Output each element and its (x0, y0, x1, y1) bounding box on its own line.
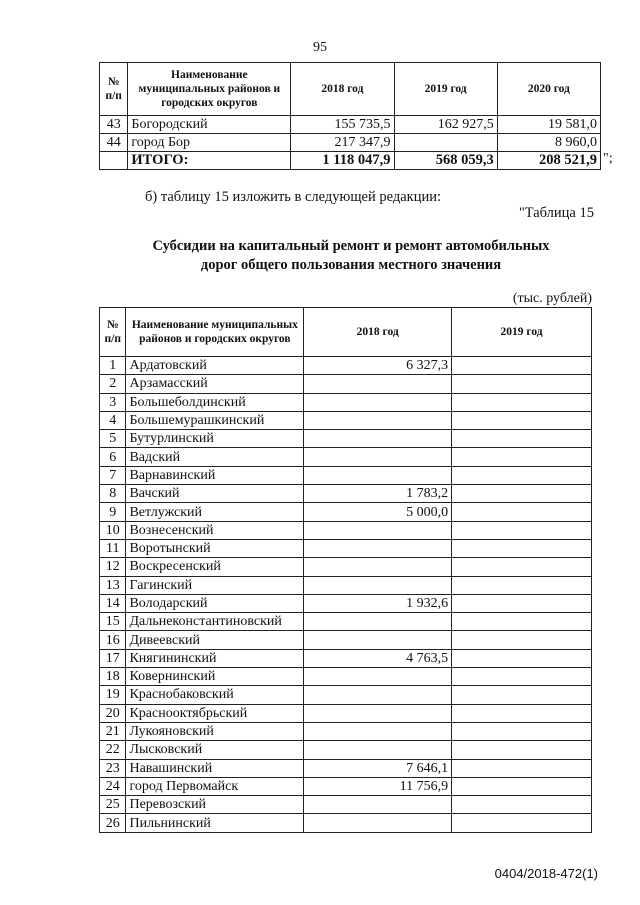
document-code: 0404/2018-472(1) (494, 866, 598, 881)
value-2018: 11 756,9 (304, 777, 452, 795)
row-name: Бутурлинский (126, 430, 304, 448)
value-2020: 19 581,0 (497, 116, 600, 134)
value-2019 (452, 594, 592, 612)
row-name: Воскресенский (126, 558, 304, 576)
table-row (100, 759, 592, 777)
closing-quote: "; (603, 151, 613, 166)
table-label: "Таблица 15 (518, 205, 594, 221)
value-2018: 217 347,9 (291, 134, 394, 152)
row-number: 43 (100, 116, 128, 134)
table-row (100, 777, 592, 795)
row-name: Краснобаковский (126, 686, 304, 704)
row-name: Володарский (126, 594, 304, 612)
top-subsidy-table (99, 62, 601, 170)
value-2019 (452, 613, 592, 631)
table-row (100, 539, 592, 557)
row-name: Варнавинский (126, 466, 304, 484)
main-subsidy-table (99, 307, 592, 833)
row-number: 44 (100, 134, 128, 152)
value-2018 (304, 521, 452, 539)
top-table-header-row (100, 63, 601, 116)
row-number: 14 (100, 594, 126, 612)
value-2019 (452, 796, 592, 814)
row-name: Вадский (126, 448, 304, 466)
value-2018: 5 000,0 (304, 503, 452, 521)
value-2019 (452, 704, 592, 722)
value-2019 (452, 357, 592, 375)
amendment-paragraph: б) таблицу 15 изложить в следующей редакции: (145, 189, 442, 205)
value-2019 (452, 741, 592, 759)
value-2018 (304, 448, 452, 466)
value-2018: 155 735,5 (291, 116, 394, 134)
table-row (100, 741, 592, 759)
table-row (100, 357, 592, 375)
header-2018: 2018 год (304, 308, 452, 357)
header-num: № п/п (100, 63, 128, 116)
table-row (100, 466, 592, 484)
row-name: Краснооктябрьский (126, 704, 304, 722)
row-number: 3 (100, 393, 126, 411)
value-2019 (452, 393, 592, 411)
value-2020: 8 960,0 (497, 134, 600, 152)
row-name: Пильнинский (126, 814, 304, 832)
header-name: Наименование муниципальных районов и городских округов (126, 308, 304, 357)
row-number: 20 (100, 704, 126, 722)
table-row (100, 558, 592, 576)
row-name: Дальнеконстантиновский (126, 613, 304, 631)
value-2018 (304, 430, 452, 448)
table-row (100, 485, 592, 503)
table-row (100, 116, 601, 134)
total-2018: 1 118 047,9 (291, 152, 394, 170)
value-2019 (452, 485, 592, 503)
row-name: Воротынский (126, 539, 304, 557)
value-2018 (304, 466, 452, 484)
row-number: 10 (100, 521, 126, 539)
value-2019 (452, 375, 592, 393)
total-row (100, 152, 601, 170)
units-label: (тыс. рублей) (512, 291, 592, 306)
row-name: Богородский (128, 116, 291, 134)
row-number: 25 (100, 796, 126, 814)
value-2018 (304, 704, 452, 722)
row-number: 23 (100, 759, 126, 777)
table-row (100, 613, 592, 631)
table-row (100, 704, 592, 722)
value-2019 (452, 759, 592, 777)
row-number: 11 (100, 539, 126, 557)
table-row (100, 134, 601, 152)
row-number: 18 (100, 668, 126, 686)
value-2019 (452, 668, 592, 686)
value-2018 (304, 741, 452, 759)
total-2020: 208 521,9 (497, 152, 600, 170)
table-row (100, 448, 592, 466)
row-number: 9 (100, 503, 126, 521)
total-label: ИТОГО: (128, 152, 291, 170)
row-name: Ковернинский (126, 668, 304, 686)
table-row (100, 393, 592, 411)
table-row (100, 411, 592, 429)
row-number: 24 (100, 777, 126, 795)
row-number: 4 (100, 411, 126, 429)
row-name: Большеболдинский (126, 393, 304, 411)
table-row (100, 594, 592, 612)
row-number: 7 (100, 466, 126, 484)
value-2019 (452, 448, 592, 466)
row-number: 12 (100, 558, 126, 576)
value-2018: 4 763,5 (304, 649, 452, 667)
value-2018 (304, 411, 452, 429)
value-2019 (452, 649, 592, 667)
page-number: 95 (313, 40, 327, 55)
table-row (100, 503, 592, 521)
value-2018 (304, 375, 452, 393)
table-row (100, 631, 592, 649)
row-name: Лысковский (126, 741, 304, 759)
row-name: Гагинский (126, 576, 304, 594)
row-name: город Бор (128, 134, 291, 152)
row-number: 15 (100, 613, 126, 631)
header-2019: 2019 год (452, 308, 592, 357)
value-2018 (304, 576, 452, 594)
table-row (100, 722, 592, 740)
header-2020: 2020 год (497, 63, 600, 116)
value-2018: 6 327,3 (304, 357, 452, 375)
value-2018 (304, 613, 452, 631)
table-heading (100, 237, 602, 275)
table-row (100, 430, 592, 448)
row-number: 2 (100, 375, 126, 393)
row-name: Большемурашкинский (126, 411, 304, 429)
row-name: Перевозский (126, 796, 304, 814)
row-name: Ардатовский (126, 357, 304, 375)
value-2019 (452, 466, 592, 484)
value-2018 (304, 668, 452, 686)
value-2019 (452, 686, 592, 704)
row-number: 21 (100, 722, 126, 740)
value-2018 (304, 686, 452, 704)
table-row (100, 649, 592, 667)
value-2018: 1 783,2 (304, 485, 452, 503)
value-2018: 1 932,6 (304, 594, 452, 612)
header-name: Наименование муниципальных районов и городских округов (128, 63, 291, 116)
value-2019 (452, 777, 592, 795)
value-2019 (452, 411, 592, 429)
table-row (100, 375, 592, 393)
table-row (100, 576, 592, 594)
header-2018: 2018 год (291, 63, 394, 116)
value-2018 (304, 631, 452, 649)
table-row (100, 521, 592, 539)
header-num: № п/п (100, 308, 126, 357)
heading-line-1: Субсидии на капитальный ремонт и ремонт автомобильных (152, 238, 550, 254)
value-2019 (452, 631, 592, 649)
value-2018 (304, 539, 452, 557)
row-number: 16 (100, 631, 126, 649)
heading-line-2: дорог общего пользования местного значения (200, 257, 502, 273)
row-number: 17 (100, 649, 126, 667)
row-number: 22 (100, 741, 126, 759)
value-2018 (304, 393, 452, 411)
table-row (100, 814, 592, 832)
row-name: город Первомайск (126, 777, 304, 795)
value-2018 (304, 814, 452, 832)
row-name: Вознесенский (126, 521, 304, 539)
total-num-blank (100, 152, 128, 170)
row-number: 19 (100, 686, 126, 704)
header-2019: 2019 год (394, 63, 497, 116)
value-2019 (394, 134, 497, 152)
value-2019 (452, 814, 592, 832)
value-2019 (452, 722, 592, 740)
value-2019 (452, 503, 592, 521)
row-name: Навашинский (126, 759, 304, 777)
row-number: 8 (100, 485, 126, 503)
value-2019 (452, 521, 592, 539)
value-2019 (452, 558, 592, 576)
value-2018 (304, 722, 452, 740)
value-2018: 7 646,1 (304, 759, 452, 777)
row-number: 1 (100, 357, 126, 375)
value-2018 (304, 558, 452, 576)
main-table-header-row (100, 308, 592, 357)
value-2019 (452, 430, 592, 448)
value-2019 (452, 576, 592, 594)
row-name: Лукояновский (126, 722, 304, 740)
table-row (100, 668, 592, 686)
value-2019: 162 927,5 (394, 116, 497, 134)
row-name: Дивеевский (126, 631, 304, 649)
row-name: Ветлужский (126, 503, 304, 521)
row-number: 6 (100, 448, 126, 466)
value-2018 (304, 796, 452, 814)
row-name: Вачский (126, 485, 304, 503)
total-2019: 568 059,3 (394, 152, 497, 170)
row-number: 13 (100, 576, 126, 594)
row-number: 5 (100, 430, 126, 448)
row-name: Княгининский (126, 649, 304, 667)
value-2019 (452, 539, 592, 557)
table-row (100, 686, 592, 704)
row-name: Арзамасский (126, 375, 304, 393)
row-number: 26 (100, 814, 126, 832)
table-row (100, 796, 592, 814)
